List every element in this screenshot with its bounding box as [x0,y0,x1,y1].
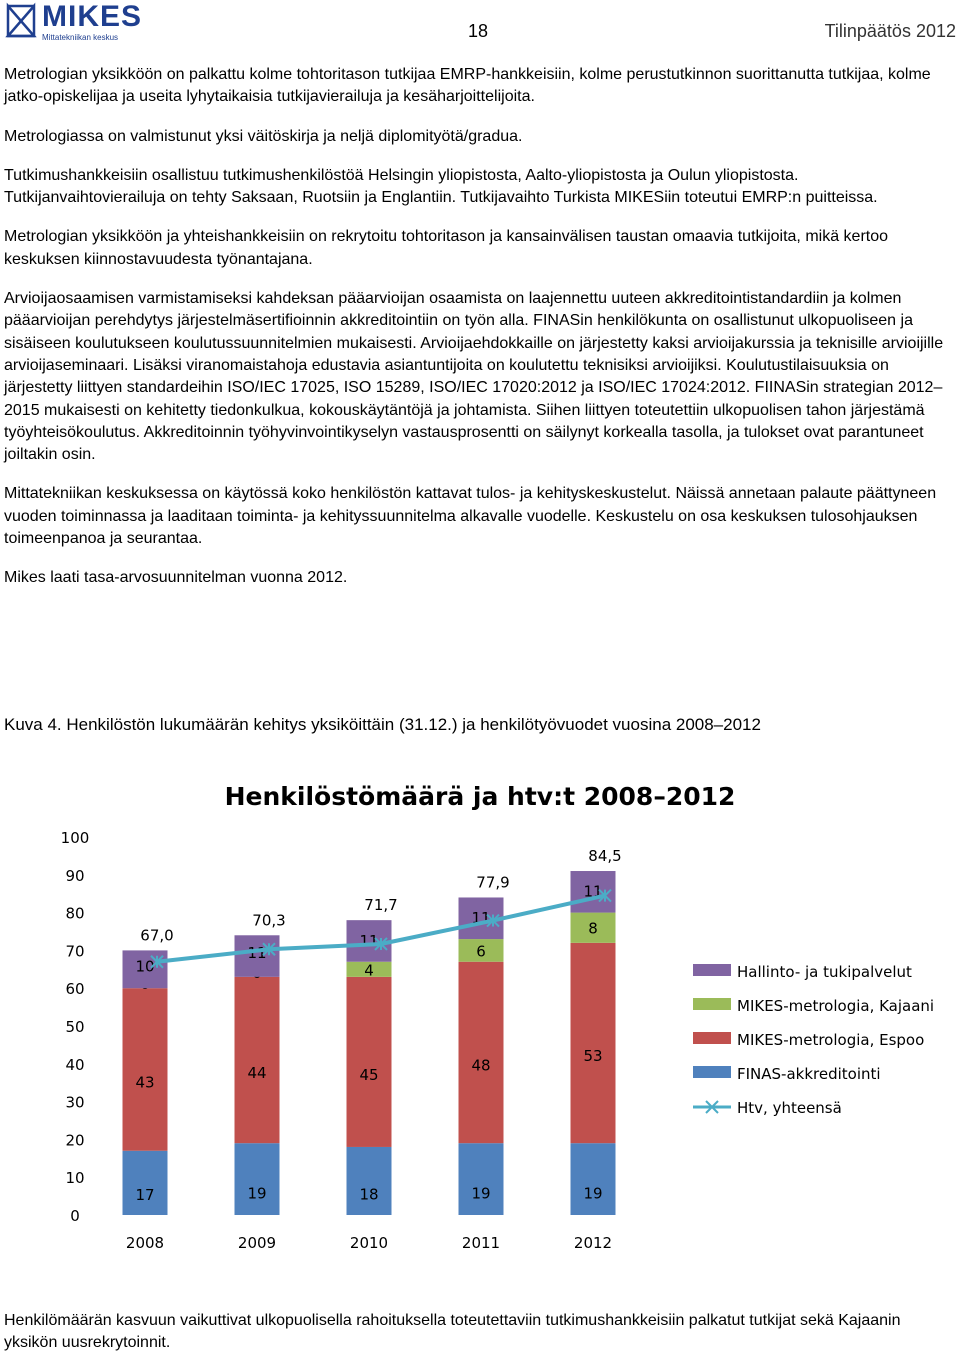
legend-item [693,1099,842,1117]
page-header [0,0,960,50]
htv-value-label: 70,3 [252,911,286,930]
legend-item [693,963,912,981]
paragraph: Mittatekniikan keskuksessa on käytössä koko henkilöstön kattavat tulos- ja kehityskeskustelut. Näissä annetaan palaute päättyneen vuoden toiminnassa ja laaditaan toiminta- ja kehityssuunnitelma alkavalle vuodelle. Keskustelu on osa keskuksen tulosohjauksen toimeenpanoa ja seurantaa. [4,485,937,548]
bar-value-label: 19 [471,1184,491,1203]
footer-paragraph: Henkilömäärän kasvuun vaikuttivat ulkopuolisella rahoituksella toteutettaviin tutkimushankkeisiin palkatut tutkijat sekä Kajaanin yksikön uusrekrytoinnit. [4,1312,901,1352]
y-tick-label: 0 [70,1207,80,1225]
chart-title: Henkilöstömäärä ja htv:t 2008–2012 [224,782,736,811]
legend-label: MIKES-metrologia, Kajaani [737,997,935,1015]
y-tick-label: 40 [65,1055,85,1074]
logo-text: MIKES [42,0,143,33]
bars-group [123,871,616,1215]
mikes-logo [4,2,144,42]
bar-segment [459,962,504,1143]
bar-segment [235,977,280,1143]
legend-swatch [693,964,731,976]
bar-value-label: 11 [471,909,491,928]
htv-value-label: 84,5 [588,847,622,866]
paragraph: Mikes laati tasa-arvosuunnitelman vuonna 2012. [4,569,348,587]
y-tick-label: 10 [65,1169,85,1188]
y-tick-label: 80 [65,904,85,923]
x-tick-label: 2012 [573,1234,613,1252]
legend-item [693,1031,924,1049]
y-tick-label: 30 [65,1093,85,1112]
bar-segment [347,977,392,1147]
y-tick-label: 50 [65,1018,85,1036]
bar-value-label: 48 [471,1056,491,1075]
bar-value-label: 43 [135,1073,155,1092]
mikes-emblem-icon [4,2,38,40]
htv-line-group [140,847,621,968]
figure-caption: Kuva 4. Henkilöstön lukumäärän kehitys yksiköittäin (31.12.) ja henkilötyövuodet vuosina 2008–2012 [4,715,761,734]
legend-swatch [693,1032,731,1044]
legend-swatch [693,1066,731,1078]
bar-value-label: 10 [135,957,155,976]
staff-chart [0,760,960,1280]
bar-segment [235,1143,280,1215]
y-tick-label: 100 [60,829,90,847]
legend [693,963,934,1117]
legend-item [693,1065,881,1083]
body-text [4,64,950,607]
bar-value-label: 11 [247,943,267,962]
x-tick-label: 2009 [237,1234,277,1252]
x-tick-label: 2010 [349,1234,389,1252]
bar-value-label: 45 [359,1065,379,1084]
paragraph: Metrologiassa on valmistunut yksi väitöskirja ja neljä diplomityötä/gradua. [4,127,523,145]
y-tick-label: 60 [65,980,85,999]
htv-value-label: 71,7 [364,896,398,915]
htv-value-label: 77,9 [476,873,510,892]
legend-label: Htv, yhteensä [737,1099,842,1117]
bar-segment [459,1143,504,1215]
y-axis-ticks [61,829,90,1225]
bar-value-label: 11 [583,882,603,901]
legend-label: Hallinto- ja tukipalvelut [737,963,912,981]
bar-value-label: 18 [359,1185,379,1204]
paragraph: Tutkimushankkeisiin osallistuu tutkimushenkilöstöä Helsingin yliopistosta, Aalto-yliopistosta ja Oulun yliopistosta. Tutkijanvaihtovierailuja on tehty Saksaan, Ruotsiin ja Englantiin. Tutkijavaihto Turkista MIKESiin toteutui EMRP:n puitteissa. [4,166,878,207]
x-tick-label: 2008 [125,1234,165,1252]
bar-value-label: 19 [583,1184,603,1203]
legend-swatch [693,998,731,1010]
paragraph: Arvioijaosaamisen varmistamiseksi kahdeksan pääarvioijan osaamista on laajennettu uuteen akkreditointistandardiin ja kolmen pääarvioijan perehdytys järjestelmäsertifioinnin akkreditointiin on työn alla. FINASin henkilökunta on osallistunut ulkopuoliseen ja sisäiseen koulutukseen koulutussuunnitelmien mukaisesti. Arvioijaehdokkaille on järjestetty kaksi arvioijakurssia ja teknisille arvioijille arvioijaseminaari. Lisäksi viranomaistahoja edustavia asiantuntijoita on koulutettu teknisiksi arvioijiksi. Koulutustilaisuuksia on järjestetty liittyen standardeihin ISO/IEC 17025, ISO 15289, ISO/IEC 17020:2012 ja ISO/IEC 17024:2012. FIINASin strategian 2012–2015 mukaisesti on kehitetty tiedonkulkua, kokouskäytäntöjä ja johtamista. Siihen liittyen toteutettiin ulkopuolisen tahon järjestämä työyhteisökoulutus. Akkreditoinnin työhyvinvointikyselyn vastausprosentti on säilynyt korkealla tasolla, ja tulokset ovat parantuneet joiltakin osin. [4,290,944,464]
bar-segment [123,1151,168,1215]
htv-value-label: 67,0 [140,926,174,945]
bar-segment [571,943,616,1143]
y-tick-label: 70 [65,942,85,961]
bar-value-label: 4 [364,961,374,980]
bar-segment [347,1147,392,1215]
bar-value-label: 6 [476,942,486,961]
bar-segment [571,1143,616,1215]
x-tick-label: 2011 [461,1234,501,1252]
legend-label: MIKES-metrologia, Espoo [737,1031,925,1049]
bar-value-label: 19 [247,1184,267,1203]
legend-item [693,997,934,1015]
bar-value-label: 17 [135,1186,155,1205]
legend-label: FINAS-akkreditointi [737,1065,881,1083]
bar-value-label: 53 [583,1047,603,1066]
bar-value-label: 44 [247,1064,267,1083]
chart-container [0,760,960,1280]
paragraph: Metrologian yksikköön ja yhteishankkeisiin on rekrytoitu tohtoritason ja kansainvälisen taustan omaavia tutkijoita, mikä kertoo keskuksen kiinnostavuudesta työnantajana. [4,228,889,268]
x-axis-ticks [126,1234,612,1252]
logo-subtext: Mittatekniikan keskus [42,33,119,42]
y-tick-label: 20 [65,1131,85,1150]
paragraph: Metrologian yksikköön on palkattu kolme tohtoritason tutkijaa EMRP-hankkeisiin, kolme perustutkinnon suorittanutta tutkijaa, kolme jatko-opiskelijaa ja useita lyhytaikaisia tutkijavierailuja ja kesäharjoittelijoita. [4,66,931,106]
page-number: 18 [468,21,489,41]
y-tick-label: 90 [65,866,85,885]
document-title: Tilinpäätös 2012 [824,21,956,41]
bar-segment [123,988,168,1151]
bar-value-label: 11 [359,931,379,950]
bar-value-label: 8 [588,919,598,938]
